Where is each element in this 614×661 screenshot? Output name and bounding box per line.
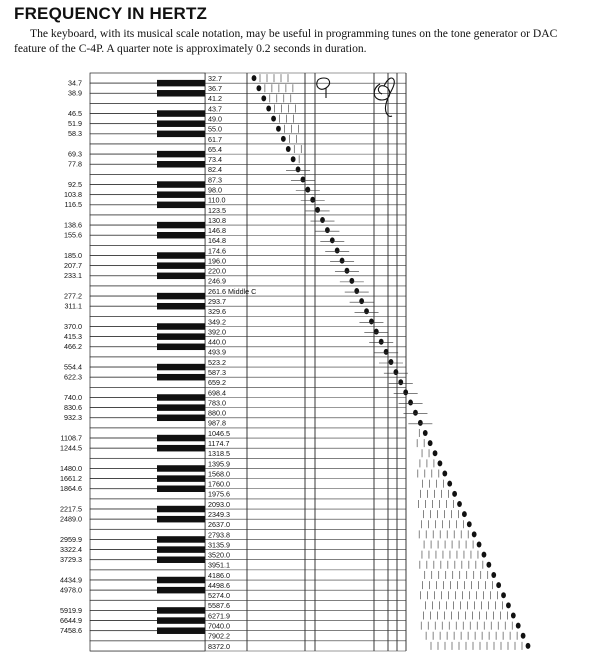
- black-key-frequency: 3322.4: [60, 544, 82, 554]
- white-key-frequency: 493.9: [208, 347, 226, 357]
- black-key: [157, 587, 205, 593]
- white-key-frequency: 3951.1: [208, 560, 230, 570]
- black-key: [157, 415, 205, 421]
- note-head: [398, 379, 403, 385]
- white-key-frequency: 55.0: [208, 124, 222, 134]
- black-key: [157, 374, 205, 380]
- white-key-frequency: 73.4: [208, 155, 222, 165]
- black-key: [157, 273, 205, 279]
- black-key: [157, 293, 205, 299]
- white-key-frequency: 3135.9: [208, 540, 230, 550]
- note-head: [281, 136, 286, 142]
- black-key: [157, 627, 205, 633]
- black-key-frequency: 554.4: [64, 362, 82, 372]
- white-key-frequency: 7040.0: [208, 621, 230, 631]
- black-key-frequency: 46.5: [68, 108, 82, 118]
- note-head: [261, 95, 266, 101]
- note-head: [330, 237, 335, 243]
- black-key: [157, 120, 205, 126]
- note-head: [506, 602, 511, 608]
- note-head: [389, 359, 394, 365]
- white-key-frequency: 49.0: [208, 114, 222, 124]
- black-key: [157, 181, 205, 187]
- note-head: [296, 166, 301, 172]
- white-key-frequency: 3520.0: [208, 550, 230, 560]
- white-key-frequency: 329.6: [208, 307, 226, 317]
- intro-line-1: The keyboard, with its musical scale notation, may be useful in programming tunes on the tone generator or DAC: [30, 27, 558, 40]
- white-key-frequency: 41.2: [208, 94, 222, 104]
- note-head: [433, 450, 438, 456]
- white-key-frequency: 1174.7: [208, 438, 230, 448]
- note-head: [447, 481, 452, 487]
- note-head: [335, 247, 340, 253]
- black-key-frequency: 622.3: [64, 372, 82, 382]
- note-head: [286, 146, 291, 152]
- black-key-frequency: 69.3: [68, 149, 82, 159]
- note-head: [266, 105, 271, 111]
- white-key-frequency: 146.8: [208, 226, 226, 236]
- black-key-frequencies: [60, 79, 82, 636]
- note-head: [438, 460, 443, 466]
- white-key-frequency: 123.5: [208, 205, 226, 215]
- note-head: [413, 410, 418, 416]
- white-key-frequency: 110.0: [208, 195, 226, 205]
- black-key: [157, 161, 205, 167]
- black-key-frequency: 51.9: [68, 119, 82, 129]
- black-key: [157, 506, 205, 512]
- note-head: [403, 389, 408, 395]
- black-key-frequency: 207.7: [64, 261, 82, 271]
- black-key: [157, 556, 205, 562]
- black-key-frequency: 58.3: [68, 129, 82, 139]
- note-head: [472, 531, 477, 537]
- black-key-frequency: 1864.6: [60, 484, 82, 494]
- note-head: [305, 187, 310, 193]
- note-head: [442, 471, 447, 477]
- white-key-frequency: 87.3: [208, 175, 222, 185]
- note-head: [516, 623, 521, 629]
- black-key-frequency: 415.3: [64, 332, 82, 342]
- black-key-frequency: 77.8: [68, 159, 82, 169]
- white-key-frequency: 587.3: [208, 368, 226, 378]
- note-head: [359, 298, 364, 304]
- white-key-frequency: 61.7: [208, 134, 222, 144]
- black-key-frequency: 155.6: [64, 230, 82, 240]
- white-key-frequency: 783.0: [208, 398, 226, 408]
- black-key: [157, 131, 205, 137]
- white-key-frequency: 880.0: [208, 408, 226, 418]
- note-head: [340, 258, 345, 264]
- black-key: [157, 303, 205, 309]
- black-key-frequency: 740.0: [64, 392, 82, 402]
- black-key-frequency: 2959.9: [60, 534, 82, 544]
- black-key-frequency: 103.8: [64, 190, 82, 200]
- black-key: [157, 516, 205, 522]
- note-notation: [252, 74, 531, 650]
- white-key-frequency: 523.2: [208, 357, 226, 367]
- white-key-frequencies: [208, 74, 256, 651]
- black-key: [157, 222, 205, 228]
- white-key-frequency: 261.6 Middle C: [208, 286, 257, 296]
- black-key-frequency: 2489.0: [60, 514, 82, 524]
- treble-clef-icon: [374, 78, 394, 116]
- white-key: [90, 641, 205, 651]
- clefs: [317, 78, 395, 116]
- note-head: [315, 207, 320, 213]
- note-head: [428, 440, 433, 446]
- white-key-frequency: 6271.9: [208, 611, 230, 621]
- black-key-frequency: 7458.6: [60, 626, 82, 636]
- white-key-frequency: 1046.5: [208, 428, 230, 438]
- black-key-frequency: 4434.9: [60, 575, 82, 585]
- black-key-frequency: 92.5: [68, 179, 82, 189]
- black-key: [157, 486, 205, 492]
- black-key-frequency: 6644.9: [60, 615, 82, 625]
- black-key: [157, 435, 205, 441]
- white-key-frequency: 130.8: [208, 215, 226, 225]
- note-head: [320, 217, 325, 223]
- note-head: [345, 268, 350, 274]
- white-key-frequency: 36.7: [208, 84, 222, 94]
- note-head: [364, 308, 369, 314]
- note-head: [256, 85, 261, 91]
- black-key-frequency: 277.2: [64, 291, 82, 301]
- black-key-frequency: 185.0: [64, 250, 82, 260]
- white-key-frequency: 7902.2: [208, 631, 230, 641]
- white-key-frequency: 659.2: [208, 378, 226, 388]
- black-key-frequency: 3729.3: [60, 555, 82, 565]
- white-key-frequency: 1568.0: [208, 469, 230, 479]
- black-key: [157, 191, 205, 197]
- black-key: [157, 262, 205, 268]
- note-head: [511, 613, 516, 619]
- black-key: [157, 252, 205, 258]
- white-key-frequency: 4186.0: [208, 570, 230, 580]
- black-key-frequency: 38.9: [68, 88, 82, 98]
- white-key-frequency: 392.0: [208, 327, 226, 337]
- white-key-frequency: 1318.5: [208, 449, 230, 459]
- black-key-frequency: 4978.0: [60, 585, 82, 595]
- black-key-frequency: 1661.2: [60, 474, 82, 484]
- black-key-frequency: 311.1: [64, 301, 82, 311]
- white-key-frequency: 2349.3: [208, 509, 230, 519]
- note-head: [526, 643, 531, 649]
- black-key: [157, 546, 205, 552]
- note-head: [462, 511, 467, 517]
- note-head: [369, 318, 374, 324]
- white-key-frequency: 1760.0: [208, 479, 230, 489]
- black-key: [157, 475, 205, 481]
- note-head: [477, 542, 482, 548]
- note-head: [325, 227, 330, 233]
- white-key-frequency: 164.8: [208, 236, 226, 246]
- note-head: [354, 288, 359, 294]
- black-key: [157, 80, 205, 86]
- black-key: [157, 333, 205, 339]
- note-head: [521, 633, 526, 639]
- white-key-frequency: 987.8: [208, 418, 226, 428]
- note-head: [276, 126, 281, 132]
- note-head: [457, 501, 462, 507]
- note-head: [496, 582, 501, 588]
- white-key-frequency: 440.0: [208, 337, 226, 347]
- black-key: [157, 323, 205, 329]
- note-head: [379, 339, 384, 345]
- black-key: [157, 577, 205, 583]
- note-head: [486, 562, 491, 568]
- black-key-frequency: 1108.7: [60, 433, 82, 443]
- white-key-frequency: 349.2: [208, 317, 226, 327]
- black-key: [157, 536, 205, 542]
- white-key-frequency: 32.7: [208, 73, 222, 83]
- note-head: [271, 116, 276, 122]
- note-head: [452, 491, 457, 497]
- black-key: [157, 617, 205, 623]
- note-head: [349, 278, 354, 284]
- white-key-frequency: 246.9: [208, 276, 226, 286]
- black-key: [157, 445, 205, 451]
- note-head: [423, 430, 428, 436]
- note-head: [384, 349, 389, 355]
- white-key-frequency: 2793.8: [208, 530, 230, 540]
- black-key-frequency: 2217.5: [60, 504, 82, 514]
- note-head: [418, 420, 423, 426]
- keyboard: [90, 73, 205, 651]
- black-key: [157, 232, 205, 238]
- black-key: [157, 151, 205, 157]
- black-key-frequency: 466.2: [64, 342, 82, 352]
- black-key-frequency: 370.0: [64, 321, 82, 331]
- note-head: [482, 552, 487, 558]
- white-key-frequency: 2637.0: [208, 520, 230, 530]
- bass-clef-icon: [317, 78, 330, 98]
- intro-line-2: feature of the C-4P. A quarter note is approximately 0.2 seconds in duration.: [14, 42, 367, 55]
- note-head: [393, 369, 398, 375]
- black-key: [157, 110, 205, 116]
- note-head: [467, 521, 472, 527]
- white-key-frequency: 1975.6: [208, 489, 230, 499]
- black-key: [157, 607, 205, 613]
- white-key-frequency: 65.4: [208, 144, 222, 154]
- black-key: [157, 394, 205, 400]
- white-key-frequency: 1395.9: [208, 459, 230, 469]
- white-key-frequency: 98.0: [208, 185, 222, 195]
- black-key: [157, 344, 205, 350]
- white-key-frequency: 4498.6: [208, 580, 230, 590]
- note-head: [252, 75, 257, 81]
- black-key-frequency: 138.6: [64, 220, 82, 230]
- white-key-frequency: 174.6: [208, 246, 226, 256]
- note-head: [291, 156, 296, 162]
- black-key: [157, 364, 205, 370]
- note-head: [301, 176, 306, 182]
- black-key: [157, 465, 205, 471]
- white-key-frequency: 220.0: [208, 266, 226, 276]
- white-key-frequency: 8372.0: [208, 641, 230, 651]
- white-key-frequency: 5274.0: [208, 591, 230, 601]
- white-key-frequency: 5587.6: [208, 601, 230, 611]
- black-key-frequency: 233.1: [64, 271, 82, 281]
- note-head: [501, 592, 506, 598]
- note-head: [408, 400, 413, 406]
- white-key-frequency: 293.7: [208, 297, 226, 307]
- note-head: [310, 197, 315, 203]
- black-key-frequency: 34.7: [68, 78, 82, 88]
- white-key-frequency: 2093.0: [208, 499, 230, 509]
- black-key-frequency: 116.5: [64, 200, 82, 210]
- black-key-frequency: 5919.9: [60, 605, 82, 615]
- black-key-frequency: 932.3: [64, 413, 82, 423]
- black-key: [157, 404, 205, 410]
- white-key-frequency: 698.4: [208, 388, 226, 398]
- page-title: FREQUENCY IN HERTZ: [14, 4, 208, 23]
- black-key-frequency: 1244.5: [60, 443, 82, 453]
- white-key-frequency: 196.0: [208, 256, 226, 266]
- black-key: [157, 90, 205, 96]
- note-head: [374, 329, 379, 335]
- black-key-frequency: 1480.0: [60, 463, 82, 473]
- black-key-frequency: 830.6: [64, 403, 82, 413]
- note-head: [491, 572, 496, 578]
- white-key-frequency: 82.4: [208, 165, 222, 175]
- white-key-frequency: 43.7: [208, 104, 222, 114]
- black-key: [157, 202, 205, 208]
